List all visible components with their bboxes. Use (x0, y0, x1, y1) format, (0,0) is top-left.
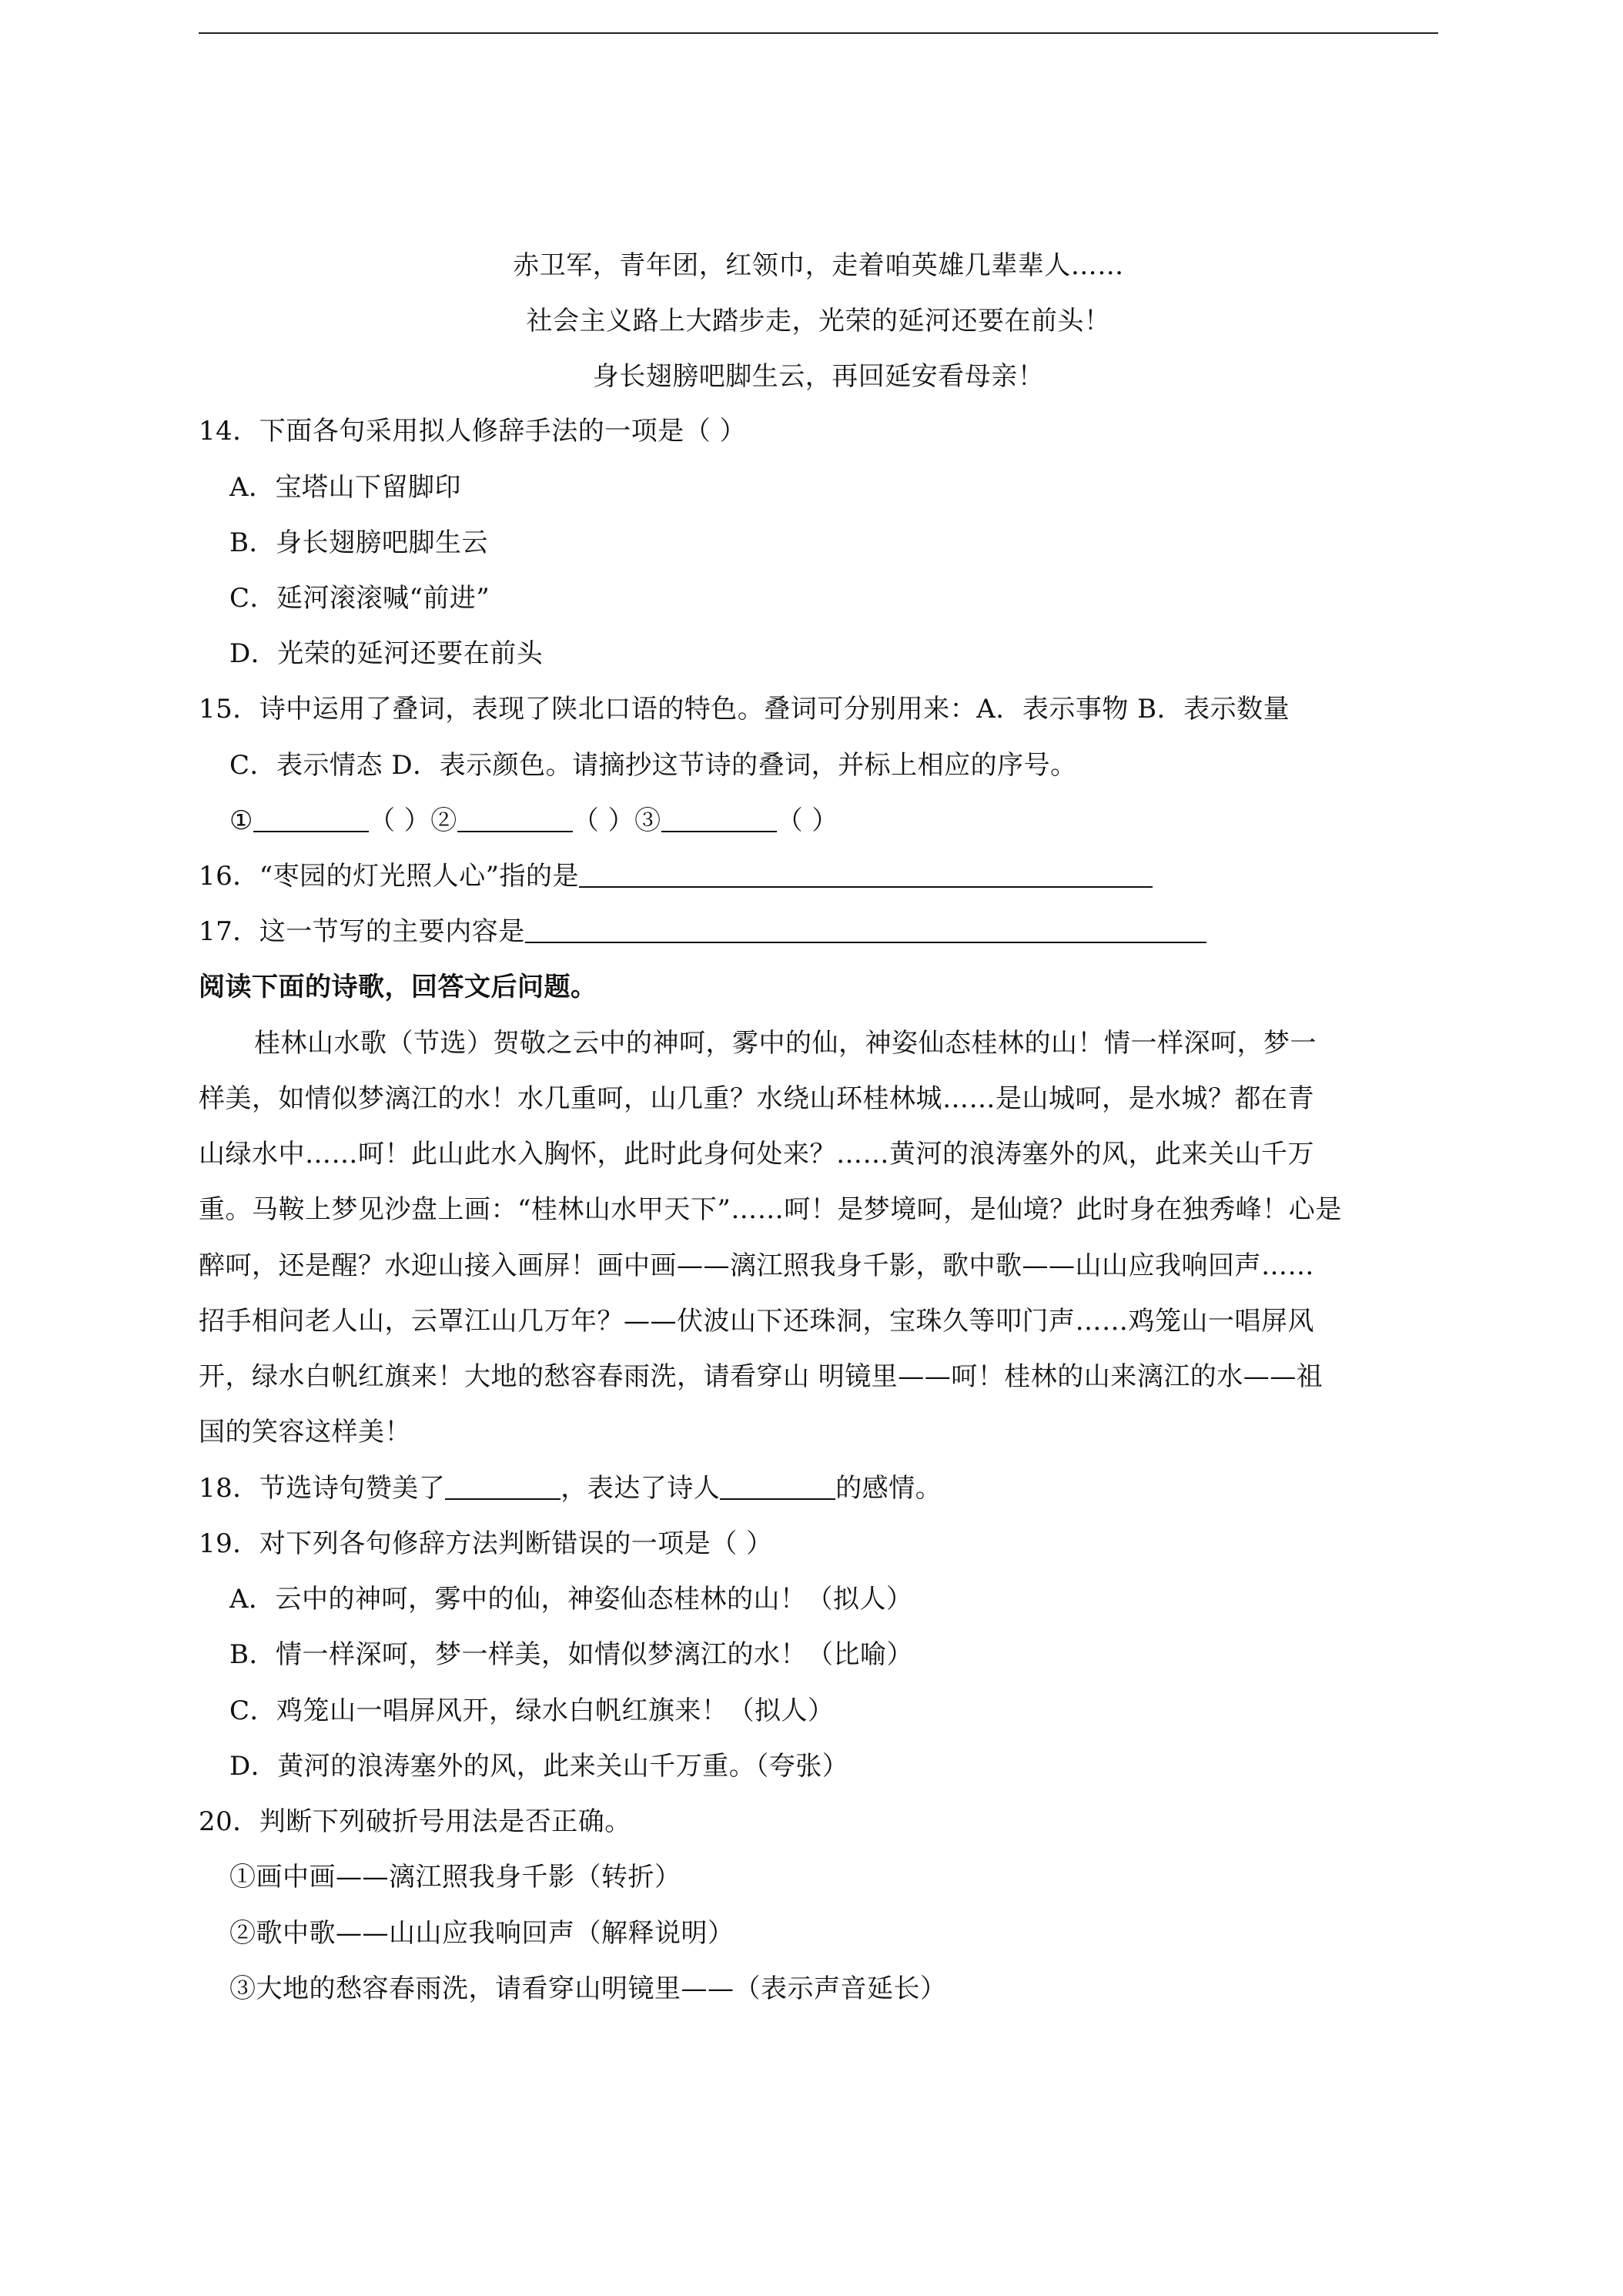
q14-option-b: B．身长翅膀吧脚生云 (229, 527, 488, 558)
poem-line: 社会主义路上大踏步走，光荣的延河还要在前头！ (526, 306, 1111, 336)
blank-number: ③ (634, 805, 661, 836)
q19-option-d: D．黄河的浪涛塞外的风，此来关山千万重。（夸张） (229, 1751, 849, 1782)
blank-number: ① (229, 805, 253, 836)
question-17 (199, 916, 1206, 947)
passage-line: 桂林山水歌（节选）贺敬之云中的神呵，雾中的仙，神姿仙态桂林的山！情一样深呵，梦一 (254, 1028, 1317, 1059)
question-18-part: ，表达了诗人 (561, 1473, 721, 1504)
question-18-part: 的感情。 (835, 1473, 942, 1504)
passage-line: 醉呵，还是醒？水迎山接入画屏！画中画——漓江照我身千影，歌中歌——山山应我响回声…… (199, 1250, 1314, 1281)
q14-option-c: C．延河滚滚喊“前进” (229, 583, 490, 614)
q19-option-c: C．鸡笼山一唱屏风开，绿水白帆红旗来！（拟人） (229, 1695, 835, 1726)
question-15-blanks (229, 805, 838, 836)
q19-option-a: A．云中的神呵，雾中的仙，神姿仙态桂林的山！（拟人） (229, 1584, 913, 1615)
question-20-stem: 20．判断下列破折号用法是否正确。 (199, 1806, 631, 1837)
question-16-text: 16．“枣园的灯光照人心”指的是 (199, 861, 580, 892)
passage-line: 招手相问老人山，云罩江山几万年？——伏波山下还珠洞，宝珠久等叩门声……鸡笼山一唱屏风 (199, 1306, 1314, 1337)
section-title: 阅读下面的诗歌，回答文后问题。 (199, 972, 597, 1002)
blank-number: ② (430, 805, 457, 836)
question-19-stem: 19．对下列各句修辞方法判断错误的一项是（ ） (199, 1528, 773, 1559)
question-17-text: 17．这一节写的主要内容是 (199, 916, 525, 947)
passage-line: 国的笑容这样美！ (199, 1417, 411, 1448)
answer-blank[interactable] (445, 1475, 561, 1500)
answer-blank[interactable] (525, 919, 1206, 943)
passage-line: 开，绿水白帆红旗来！大地的愁容春雨洗，请看穿山 明镜里——呵！桂林的山来漓江的水——祖 (199, 1361, 1323, 1392)
question-18-part: 18．节选诗句赞美了 (199, 1473, 446, 1504)
blank-paren: （ ） (368, 805, 431, 836)
q20-item: ②歌中歌——山山应我响回声（解释说明） (229, 1918, 735, 1949)
q20-item: ③大地的愁容春雨洗，请看穿山明镜里——（表示声音延长） (229, 1973, 947, 2004)
passage-line: 重。马鞍上梦见沙盘上画：“桂林山水甲天下”……呵！是梦境呵，是仙境？此时身在独秀峰！心是 (199, 1194, 1342, 1225)
q14-option-d: D．光荣的延河还要在前头 (229, 638, 544, 669)
passage-line: 山绿水中……呵！此山此水入胸怀，此时此身何处来？……黄河的浪涛塞外的风，此来关山千万 (199, 1139, 1314, 1170)
answer-blank[interactable] (720, 1475, 835, 1500)
question-14-stem: 14．下面各句采用拟人修辞手法的一项是（ ） (199, 416, 747, 447)
question-15-line-2: C．表示情态 D．表示颜色。请摘抄这节诗的叠词，并标上相应的序号。 (229, 750, 1077, 781)
answer-blank[interactable] (579, 863, 1153, 888)
answer-blank[interactable] (253, 808, 369, 832)
question-16 (199, 861, 1153, 892)
answer-blank[interactable] (457, 808, 573, 832)
blank-paren: （ ） (572, 805, 635, 836)
poem-line: 身长翅膀吧脚生云，再回延安看母亲！ (592, 361, 1045, 392)
poem-line: 赤卫军，青年团，红领巾，走着咱英雄几辈辈人…… (513, 250, 1124, 281)
q19-option-b: B．情一样深呵，梦一样美，如情似梦漓江的水！（比喻） (229, 1639, 913, 1670)
question-18 (199, 1473, 942, 1504)
q20-item: ①画中画——漓江照我身千影（转折） (229, 1862, 681, 1893)
passage-line: 样美，如情似梦漓江的水！水几重呵，山几重？水绕山环桂林城……是山城呵，是水城？都在青 (199, 1083, 1314, 1114)
question-15-line-1: 15．诗中运用了叠词，表现了陕北口语的特色。叠词可分别用来：A．表示事物 B．表示数量 (199, 694, 1290, 725)
header-rule (199, 32, 1438, 34)
q14-option-a: A．宝塔山下留脚印 (229, 472, 462, 503)
answer-blank[interactable] (661, 808, 777, 832)
blank-paren: （ ） (776, 805, 838, 836)
